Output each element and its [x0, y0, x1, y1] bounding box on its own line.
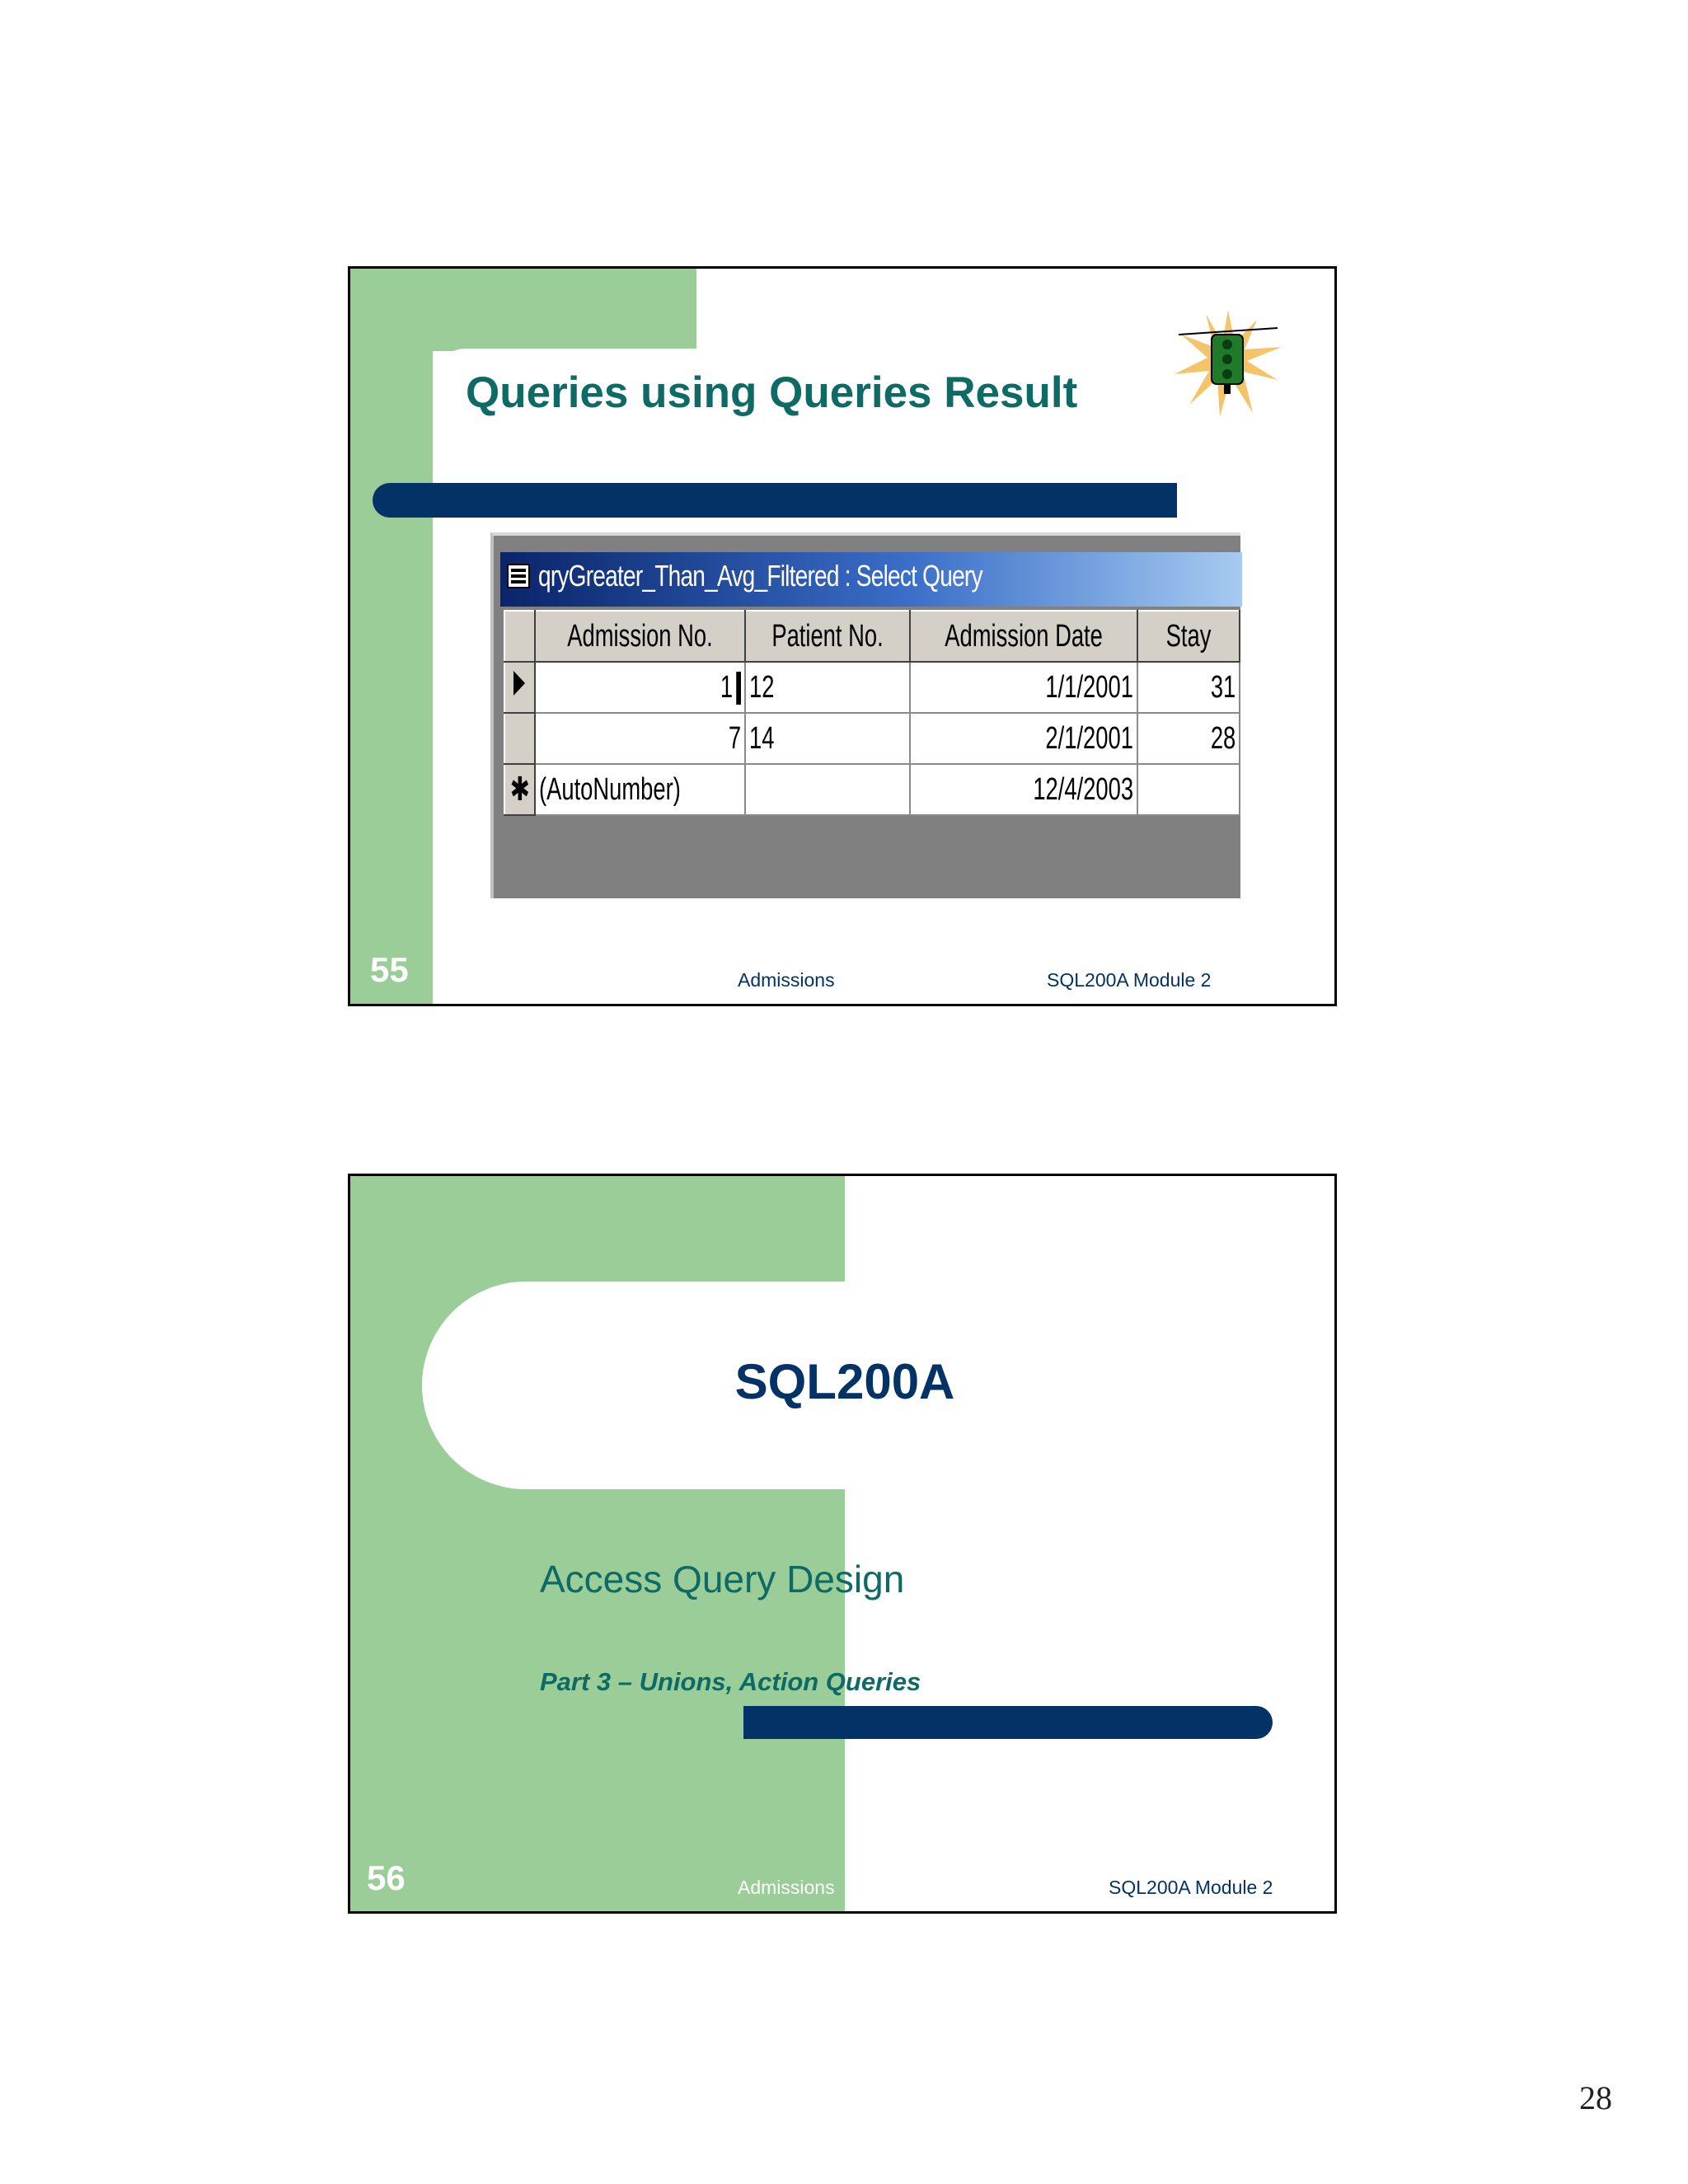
- cell-admission-date[interactable]: 12/4/2003: [910, 764, 1137, 815]
- navy-divider-bar: [743, 1706, 1273, 1739]
- record-selector[interactable]: [504, 713, 535, 764]
- slide-number: 55: [370, 950, 409, 989]
- column-header-stay[interactable]: Stay: [1137, 611, 1240, 662]
- slide-subtitle: Access Query Design: [540, 1558, 905, 1601]
- footer-right: SQL200A Module 2: [1047, 969, 1212, 991]
- slide-title: SQL200A: [734, 1354, 955, 1409]
- cell-admission-no[interactable]: 1: [535, 662, 745, 713]
- column-header-patient-no[interactable]: Patient No.: [745, 611, 910, 662]
- text-cursor: [736, 672, 741, 705]
- current-record-arrow-icon: [512, 669, 527, 697]
- slide-title: Queries using Queries Result: [466, 368, 1078, 417]
- table-row: [504, 713, 1240, 764]
- record-selector-current[interactable]: [504, 662, 535, 713]
- footer-center: Admissions: [738, 1877, 835, 1898]
- column-header-admission-date[interactable]: Admission Date: [910, 611, 1137, 662]
- column-header-admission-no[interactable]: Admission No.: [535, 611, 745, 662]
- select-all-corner[interactable]: [504, 611, 535, 662]
- window-title: qryGreater_Than_Avg_Filtered : Select Query: [538, 559, 982, 593]
- new-record-row: [504, 764, 1240, 815]
- window-titlebar[interactable]: [500, 552, 1242, 607]
- cell-stay[interactable]: [1137, 764, 1240, 815]
- footer-right: SQL200A Module 2: [1109, 1877, 1273, 1898]
- access-query-window: [490, 532, 1240, 898]
- cell-admission-no[interactable]: (AutoNumber): [535, 764, 745, 815]
- slide-56: [348, 1174, 1337, 1914]
- cell-patient-no[interactable]: 12: [745, 662, 910, 713]
- table-row: [504, 662, 1240, 713]
- cell-admission-date[interactable]: 2/1/2001: [910, 713, 1137, 764]
- record-selector-new[interactable]: [504, 764, 535, 815]
- traffic-light-icon: [1175, 310, 1282, 417]
- header-row: [504, 611, 1240, 662]
- datasheet-grid: [504, 610, 1240, 816]
- page-number: 28: [1579, 2079, 1612, 2116]
- cell-patient-no[interactable]: [745, 764, 910, 815]
- footer-center: Admissions: [738, 969, 835, 991]
- datasheet-icon: [507, 564, 530, 588]
- navy-divider-bar: [373, 483, 1177, 518]
- cell-stay[interactable]: 31: [1137, 662, 1240, 713]
- new-record-asterisk-icon: ✱: [509, 771, 530, 808]
- slide-number: 56: [367, 1858, 406, 1897]
- cell-admission-no[interactable]: 7: [535, 713, 745, 764]
- green-side-bar: [350, 269, 433, 1006]
- cell-stay[interactable]: 28: [1137, 713, 1240, 764]
- part-label: Part 3 – Unions, Action Queries: [540, 1667, 921, 1696]
- cell-admission-date[interactable]: 1/1/2001: [910, 662, 1137, 713]
- cell-patient-no[interactable]: 14: [745, 713, 910, 764]
- slide-55: [348, 266, 1337, 1006]
